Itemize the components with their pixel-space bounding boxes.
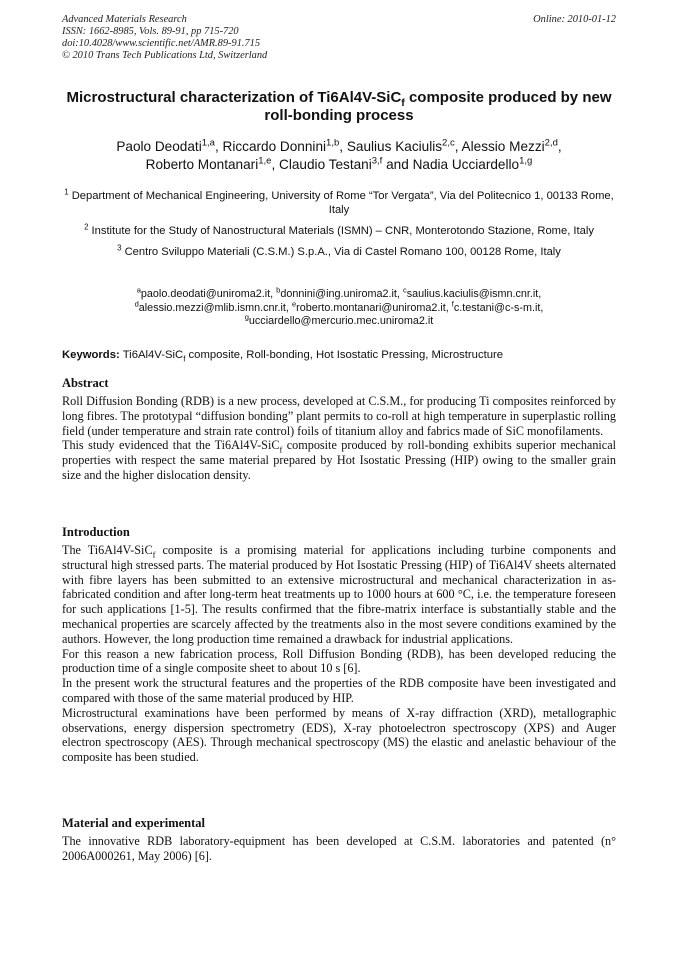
text-run: This study evidenced that the Ti6Al4V-SiC xyxy=(62,438,280,453)
email-mark: g xyxy=(244,312,249,322)
introduction-paragraph: In the present work the structural features and the properties of the RDB composite have been investigated and compared with those of the same material produced by HIP. xyxy=(62,676,616,705)
author xyxy=(347,139,462,154)
introduction-paragraph xyxy=(62,543,616,647)
author-affiliation-mark: 2,c xyxy=(442,137,455,149)
text-run: The Ti6Al4V-SiC xyxy=(62,543,153,557)
material-heading: Material and experimental xyxy=(62,816,206,830)
email-mark: e xyxy=(291,299,297,308)
affiliation-number: 2 xyxy=(84,222,89,232)
affiliation-number: 3 xyxy=(117,243,122,253)
copyright-line: © 2010 Trans Tech Publications Ltd, Switzerland xyxy=(62,50,268,61)
doi-line: doi:10.4028/www.scientific.net/AMR.89-91.715 xyxy=(62,38,261,49)
abstract-paragraph: Roll Diffusion Bonding (RDB) is a new process, developed at C.S.M., for producing Ti composites reinforced by long fibres. The prototypal “diffusion bonding” plant permits to co-roll at high temperature in superplastic rolling field (under temperature and strain rate control) foils of titanium alloy and fabrics made of SiC monofilaments. xyxy=(62,394,616,438)
text-run: composite produced by roll-bonding exhibits superior mechanical properties with respect the same material prepared by Hot Isostatic Pressing (HIP) owing to the smaller grain size and the higher dislocation density. xyxy=(62,438,617,482)
author-name: Roberto Montanari xyxy=(145,157,259,172)
email-link[interactable]: alessio.mezzi@mlib.ismn.cnr.it, xyxy=(138,301,292,314)
keywords-line xyxy=(62,348,616,362)
email-mark: d xyxy=(134,299,139,308)
email-link[interactable]: c.testani@c-s-m.it, xyxy=(453,301,544,314)
author xyxy=(279,157,413,172)
author-name: Claudio Testani xyxy=(279,157,372,172)
affiliation xyxy=(62,245,616,259)
author-separator: , xyxy=(454,139,462,154)
author xyxy=(146,157,279,172)
email-link[interactable]: donnini@ing.uniroma2.it, xyxy=(280,288,403,300)
abstract-heading: Abstract xyxy=(62,376,109,390)
author-separator: and xyxy=(382,157,413,172)
online-date: Online: 2010-01-12 xyxy=(533,14,616,25)
journal-name: Advanced Materials Research xyxy=(62,14,187,25)
email-link[interactable]: saulius.kaciulis@ismn.cnr.it, xyxy=(406,288,542,300)
author-name: Saulius Kaciulis xyxy=(346,139,443,154)
title-subscript: f xyxy=(401,97,405,109)
title-part: composite produced by new roll-bonding process xyxy=(264,89,612,124)
author xyxy=(116,139,222,154)
keywords-text: Ti6Al4V-SiC xyxy=(119,349,184,361)
author-separator: , xyxy=(339,139,347,154)
issn-line: ISSN: 1662-8985, Vols. 89-91, pp 715-720 xyxy=(62,26,239,37)
author-name: Alessio Mezzi xyxy=(461,139,545,154)
author-name: Paolo Deodati xyxy=(116,139,202,154)
email-list xyxy=(62,285,616,329)
introduction-paragraph: For this reason a new fabrication process, Roll Diffusion Bonding (RDB), has been developed reducing the production time of a single composite sheet to about 10 s [6]. xyxy=(62,646,616,676)
affiliation-text: Department of Mechanical Engineering, University of Rome “Tor Vergata”, Via del Politecnico 1, 00133 Rome, Italy xyxy=(68,190,614,216)
author-affiliation-mark: 1,b xyxy=(326,137,340,149)
author xyxy=(223,139,347,154)
text-run: composite is a promising material for applications including turbine components and structural high stressed parts. The material produced by Hot Isostatic Pressing (HIP) of Ti6Al4V sheets alternated with fibre layers has been submitted to an extensive microstructural and mechanical characterization in as-fabricated condition and after long-term heat treatments up to 1000 hours at 600 °C, i.e. the temperature foreseen for such applications [1-5]. The results confirmed that the fibre-matrix interface is substantially stable and the mechanical properties are scarcely affected by the treatments also in the most severe conditions examined by the authors. However, the long production time remained a drawback for industrial applications. xyxy=(62,543,616,646)
subscript: f xyxy=(279,444,283,455)
author-name: Riccardo Donnini xyxy=(222,139,327,154)
email-mark: a xyxy=(136,285,141,295)
keywords-label: Keywords: xyxy=(62,349,120,361)
introduction-paragraph: Microstructural examinations have been performed by means of X-ray diffraction (XRD), metallographic observations, energy dispersion spectrometry (EDS), X-ray photoelectron spectroscopy (XPS) and Auger electron spectroscopy (AES). Through mechanical spectroscopy (MS) the elastic and anelastic behaviour of the composite has been studied. xyxy=(62,705,616,765)
subscript: f xyxy=(152,549,156,560)
abstract-section xyxy=(62,376,616,483)
author xyxy=(462,139,562,154)
paper-title xyxy=(62,89,616,125)
author xyxy=(413,157,533,172)
material-paragraph: The innovative RDB laboratory-equipment has been developed at C.S.M. laboratories and patented (n° 2006A000261, May 2006) [6]. xyxy=(62,834,616,863)
author-list xyxy=(62,138,616,174)
author-affiliation-mark: 3,f xyxy=(371,155,383,167)
email-link[interactable]: ucciardello@mercurio.mec.uniroma2.it xyxy=(248,315,434,328)
author-affiliation-mark: 1,e xyxy=(258,155,272,167)
author-separator: , xyxy=(214,139,223,154)
email-link[interactable]: paolo.deodati@uniroma2.it, xyxy=(140,288,277,300)
email-mark: b xyxy=(276,285,281,295)
keywords-subscript: f xyxy=(183,354,186,364)
affiliation-text: Centro Sviluppo Materiali (C.S.M.) S.p.A., Via di Castel Romano 100, 00128 Rome, Italy xyxy=(121,246,561,258)
running-header xyxy=(62,14,616,62)
email-link[interactable]: roberto.montanari@uniroma2.it, xyxy=(296,301,452,314)
affiliation xyxy=(62,189,616,217)
affiliation xyxy=(62,224,616,238)
title-part: Microstructural characterization of Ti6Al4V-SiC xyxy=(66,89,402,106)
author-name: Nadia Ucciardello xyxy=(412,157,520,172)
email-mark: f xyxy=(451,299,454,308)
material-section xyxy=(62,816,616,864)
introduction-heading: Introduction xyxy=(62,525,130,539)
abstract-paragraph xyxy=(62,438,616,482)
author-affiliation-mark: 1,a xyxy=(201,137,215,149)
author-separator: , xyxy=(557,139,562,154)
author-separator: , xyxy=(271,157,280,172)
affiliation-text: Institute for the Study of Nanostructural Materials (ISMN) – CNR, Monterotondo Stazione, Rome, Italy xyxy=(88,225,594,237)
introduction-section xyxy=(62,525,616,765)
email-mark: c xyxy=(402,285,407,295)
affiliation-list xyxy=(62,189,616,266)
keywords-text: composite, Roll-bonding, Hot Isostatic Pressing, Microstructure xyxy=(185,349,504,361)
affiliation-number: 1 xyxy=(64,187,69,197)
author-affiliation-mark: 1,g xyxy=(519,155,533,167)
author-affiliation-mark: 2,d xyxy=(544,137,558,149)
